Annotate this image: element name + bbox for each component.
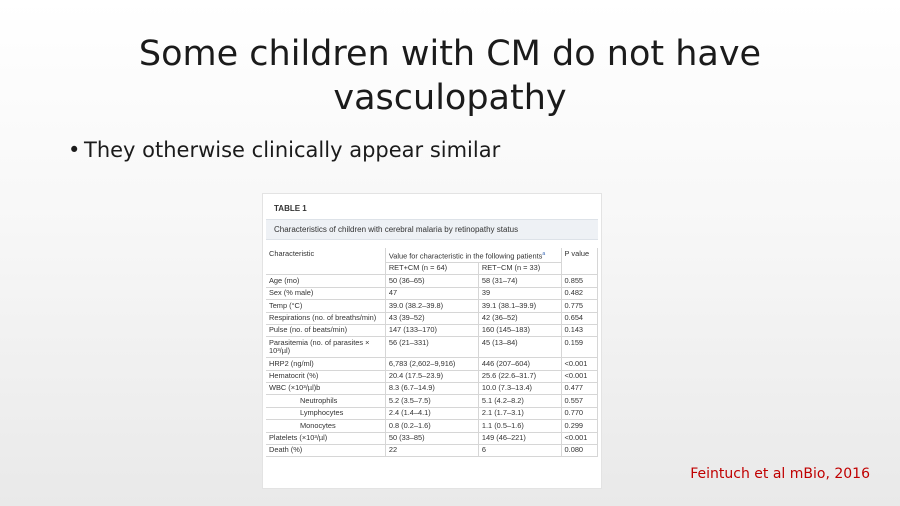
header-pvalue: P value xyxy=(561,248,597,275)
header-group2: RET−CM (n = 33) xyxy=(478,262,561,274)
row-value-group1: 50 (36–65) xyxy=(385,275,478,287)
row-characteristic: Platelets (×10³/µl) xyxy=(266,432,385,444)
row-value-group1: 47 xyxy=(385,287,478,299)
row-pvalue: <0.001 xyxy=(561,432,597,444)
row-pvalue: 0.159 xyxy=(561,337,597,358)
table-row xyxy=(266,275,598,287)
header-value xyxy=(385,248,561,262)
row-characteristic: Pulse (no. of beats/min) xyxy=(266,324,385,336)
row-value-group1: 56 (21–331) xyxy=(385,337,478,358)
table-row xyxy=(266,358,598,370)
row-pvalue: 0.477 xyxy=(561,382,597,394)
row-pvalue: 0.482 xyxy=(561,287,597,299)
header-value-note: a xyxy=(542,250,546,257)
table-row xyxy=(266,370,598,382)
row-value-group2: 149 (46–221) xyxy=(478,432,561,444)
row-value-group1: 6,783 (2,602–9,916) xyxy=(385,358,478,370)
row-value-group2: 1.1 (0.5–1.6) xyxy=(478,420,561,432)
row-value-group2: 42 (36–52) xyxy=(478,312,561,324)
table-row xyxy=(266,382,598,394)
bullet-dot-icon: • xyxy=(68,138,81,162)
row-pvalue: 0.299 xyxy=(561,420,597,432)
row-pvalue: 0.557 xyxy=(561,395,597,407)
slide-title-line1: Some children with CM do not have xyxy=(138,34,762,74)
row-characteristic: HRP2 (ng/ml) xyxy=(266,358,385,370)
table-body xyxy=(266,275,598,457)
row-value-group1: 20.4 (17.5–23.9) xyxy=(385,370,478,382)
row-pvalue: 0.654 xyxy=(561,312,597,324)
table-row xyxy=(266,300,598,312)
citation: Feintuch et al mBio, 2016 xyxy=(690,466,870,482)
table-row xyxy=(266,407,598,419)
slide-title-line2: vasculopathy xyxy=(333,78,567,118)
row-pvalue: 0.080 xyxy=(561,444,597,456)
row-characteristic: Temp (°C) xyxy=(266,300,385,312)
row-characteristic: Death (%) xyxy=(266,444,385,456)
row-value-group2: 5.1 (4.2–8.2) xyxy=(478,395,561,407)
row-value-group2: 6 xyxy=(478,444,561,456)
row-value-group1: 43 (39–52) xyxy=(385,312,478,324)
row-value-group1: 8.3 (6.7–14.9) xyxy=(385,382,478,394)
row-characteristic: Age (mo) xyxy=(266,275,385,287)
row-characteristic: WBC (×10³/µl)b xyxy=(266,382,385,394)
row-value-group1: 5.2 (3.5–7.5) xyxy=(385,395,478,407)
table-row xyxy=(266,420,598,432)
slide-title xyxy=(0,32,900,120)
bullet-text: They otherwise clinically appear similar xyxy=(84,138,501,162)
row-value-group1: 2.4 (1.4–4.1) xyxy=(385,407,478,419)
row-value-group1: 0.8 (0.2–1.6) xyxy=(385,420,478,432)
row-value-group2: 58 (31–74) xyxy=(478,275,561,287)
row-value-group1: 50 (33–85) xyxy=(385,432,478,444)
row-characteristic: Hematocrit (%) xyxy=(266,370,385,382)
row-characteristic: Monocytes xyxy=(266,420,385,432)
header-group1: RET+CM (n = 64) xyxy=(385,262,478,274)
table-caption: Characteristics of children with cerebral malaria by retinopathy status xyxy=(266,219,598,240)
table-label: TABLE 1 xyxy=(274,204,307,213)
table-figure xyxy=(262,193,602,489)
row-value-group2: 39.1 (38.1–39.9) xyxy=(478,300,561,312)
row-characteristic: Lymphocytes xyxy=(266,407,385,419)
row-pvalue: 0.775 xyxy=(561,300,597,312)
row-value-group2: 39 xyxy=(478,287,561,299)
table-header-row xyxy=(266,248,598,262)
table-row xyxy=(266,324,598,336)
row-value-group1: 22 xyxy=(385,444,478,456)
header-value-text: Value for characteristic in the following patients xyxy=(388,250,543,260)
row-value-group2: 160 (145–183) xyxy=(478,324,561,336)
row-pvalue: 0.855 xyxy=(561,275,597,287)
row-value-group2: 446 (207–604) xyxy=(478,358,561,370)
row-value-group1: 147 (133–170) xyxy=(385,324,478,336)
row-value-group1: 39.0 (38.2–39.8) xyxy=(385,300,478,312)
bullet-point xyxy=(68,138,500,162)
row-characteristic: Parasitemia (no. of parasites × 10³/µl) xyxy=(266,337,385,358)
characteristics-table xyxy=(266,248,598,457)
table-row xyxy=(266,395,598,407)
row-characteristic: Sex (% male) xyxy=(266,287,385,299)
row-characteristic: Respirations (no. of breaths/min) xyxy=(266,312,385,324)
row-value-group2: 45 (13–84) xyxy=(478,337,561,358)
row-pvalue: <0.001 xyxy=(561,358,597,370)
header-characteristic: Characteristic xyxy=(266,248,385,275)
row-pvalue: 0.770 xyxy=(561,407,597,419)
row-value-group2: 25.6 (22.6–31.7) xyxy=(478,370,561,382)
row-characteristic: Neutrophils xyxy=(266,395,385,407)
row-value-group2: 2.1 (1.7–3.1) xyxy=(478,407,561,419)
row-value-group2: 10.0 (7.3–13.4) xyxy=(478,382,561,394)
table-row xyxy=(266,337,598,358)
table-row xyxy=(266,312,598,324)
table-row xyxy=(266,444,598,456)
row-pvalue: <0.001 xyxy=(561,370,597,382)
table-row xyxy=(266,287,598,299)
row-pvalue: 0.143 xyxy=(561,324,597,336)
table-row xyxy=(266,432,598,444)
